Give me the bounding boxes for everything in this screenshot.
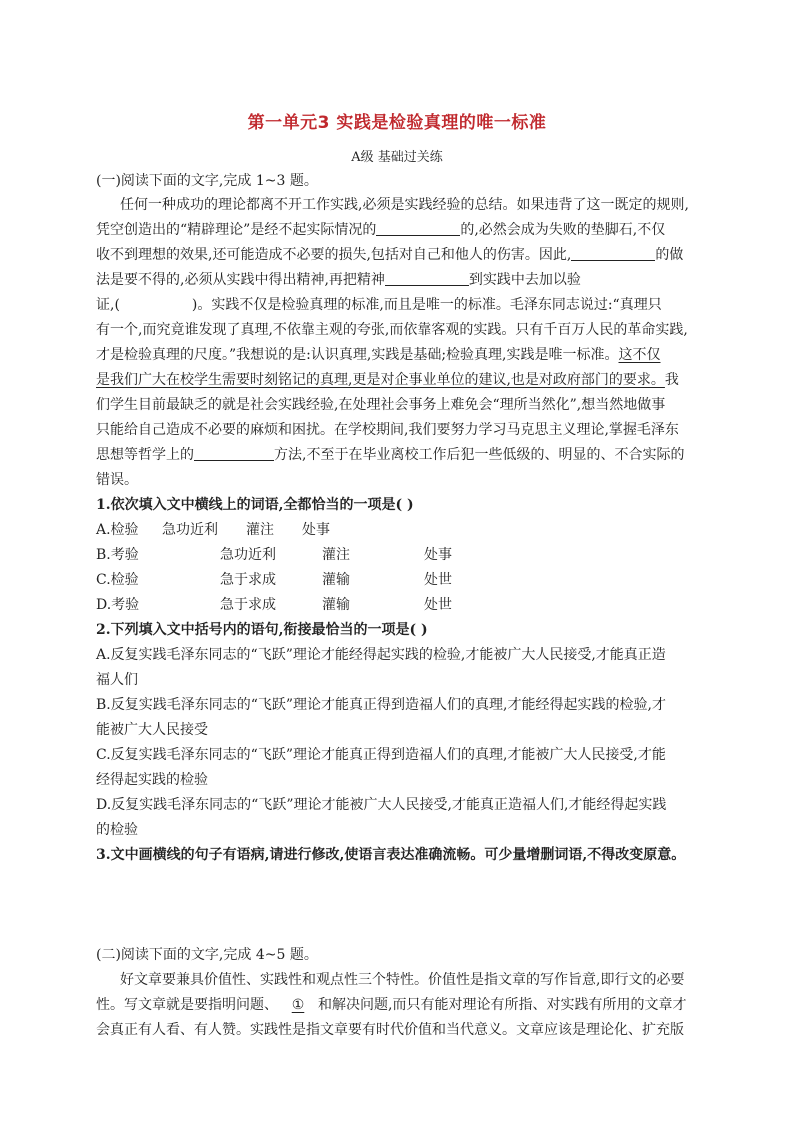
passage1-text: 的,必然会成为失败的垫脚石,不仅	[460, 222, 666, 238]
passage1-line-6: 有一个,而究竟谁发现了真理,不依靠主观的夸张,而依靠客观的实践。只有千百万人民的革命实践,	[96, 322, 688, 338]
passage1-line-8	[96, 371, 679, 389]
passage1-line-2	[96, 221, 665, 239]
passage1-line-9: 们学生目前最缺乏的就是社会实践经验,在处理社会事务上难免会“理所当然化”,想当然地做事	[96, 397, 666, 413]
passage1-text: 证,(	[96, 297, 120, 313]
q2-option-b[interactable]: B.反复实践毛泽东同志的“飞跃”理论才能真正得到造福人们的真理,才能经得起实践的检验,才	[96, 697, 666, 713]
passage1-line-4	[96, 271, 581, 289]
q2-option-d-cont: 的检验	[96, 822, 138, 838]
passage1-line-11	[96, 446, 684, 464]
fill-blank-2[interactable]	[571, 246, 655, 261]
option-cell: 处事	[302, 522, 330, 538]
section1-heading: (一)阅读下面的文字,完成 1~3 题。	[96, 173, 318, 189]
passage1-text: 思想等哲学上的	[96, 447, 194, 463]
passage2-text: 性。写文章就是要指明问题、	[96, 997, 278, 1013]
option-cell: 急功近利	[220, 547, 276, 563]
option-cell: 急功近利	[162, 522, 218, 538]
question-3-text: 3.文中画横线的句子有语病,请进行修改,使语言表达准确流畅。可少量增删词语,不得改变原意。	[96, 847, 686, 863]
q2-option-a[interactable]: A.反复实践毛泽东同志的“飞跃”理论才能经得起实践的检验,才能被广大人民接受,才能真正造	[96, 647, 666, 663]
page-subtitle: A级 基础过关练	[351, 150, 443, 165]
q2-option-b-cont: 能被广大人民接受	[96, 722, 208, 738]
option-cell: 灌输	[322, 572, 350, 588]
q1-option-c[interactable]	[96, 571, 452, 589]
question-2-text: 2.下列填入文中括号内的语句,衔接最恰当的一项是( )	[96, 622, 428, 638]
passage1-line-7	[96, 346, 661, 364]
question-1-text: 1.依次填入文中横线上的词语,全都恰当的一项是( )	[96, 497, 414, 513]
passage1-line-12: 错误。	[96, 472, 138, 488]
passage1-text: 方法,不至于在毕业离校工作后犯一些低级的、明显的、不合实际的	[274, 447, 685, 463]
passage2-line-3: 会真正有人看、有人赞。实践性是指文章要有时代价值和当代意义。文章应该是理论化、扩充版	[96, 1022, 684, 1038]
option-cell: D.考验	[96, 597, 140, 613]
passage1-text: 凭空创造出的“精辟理论”是经不起实际情况的	[96, 222, 377, 238]
passage2-text: 和解决问题,而只有能对理论有所指、对实践有所用的文章才	[318, 997, 687, 1013]
option-cell: 灌输	[322, 597, 350, 613]
underlined-sentence: 是我们广大在校学生需要时刻铭记的真理,更是对企事业单位的建议,也是对政府部门的要求。	[96, 372, 665, 388]
option-cell: 急于求成	[220, 597, 276, 613]
fill-blank-4[interactable]	[194, 446, 274, 461]
passage1-line-5	[96, 296, 662, 314]
q2-option-c-cont: 经得起实践的检验	[96, 772, 208, 788]
question-3-stem	[96, 846, 685, 864]
option-cell: 灌注	[246, 522, 274, 538]
passage1-line-1: 任何一种成功的理论都离不开工作实践,必须是实践经验的总结。如果违背了这一既定的规则,	[120, 197, 689, 213]
q2-option-d[interactable]: D.反复实践毛泽东同志的“飞跃”理论才能被广大人民接受,才能真正造福人们,才能经得起实践	[96, 797, 667, 813]
option-cell: 灌注	[322, 547, 350, 563]
passage2-line-2	[96, 996, 686, 1014]
fill-blank-1[interactable]	[376, 221, 460, 236]
passage1-text: 收不到理想的效果,还可能造成不必要的损失,包括对自己和他人的伤害。因此,	[96, 247, 572, 263]
q1-option-a[interactable]	[96, 521, 330, 539]
q2-option-a-cont: 福人们	[96, 672, 138, 688]
passage1-text: 到实践中去加以验	[468, 272, 581, 288]
passage1-line-10: 只能给自己造成不必要的麻烦和困扰。在学校期间,我们要努力学习马克思主义理论,掌握毛泽东	[96, 422, 679, 438]
option-cell: 处事	[424, 547, 452, 563]
blank-marker-1[interactable]: ①	[291, 997, 305, 1013]
passage1-text: )。实践不仅是检验真理的标准,而且是唯一的标准。毛泽东同志说过:“真理只	[191, 297, 662, 313]
q1-option-b[interactable]	[96, 546, 452, 564]
underlined-sentence: 这不仅	[618, 347, 661, 363]
q1-option-d[interactable]	[96, 596, 452, 614]
passage1-text: 我	[664, 372, 679, 388]
option-cell: B.考验	[96, 547, 139, 563]
passage1-line-3	[96, 246, 683, 264]
option-cell: A.检验	[96, 522, 139, 538]
passage1-text: 法是要不得的,必须从实践中得出精神,再把精神	[96, 272, 385, 288]
option-cell: 急于求成	[220, 572, 276, 588]
question-2-stem	[96, 621, 428, 639]
fill-blank-3[interactable]	[385, 271, 469, 286]
passage1-text: 才是检验真理的尺度。”我想说的是:认识真理,实践是基础;检验真理,实践是唯一标准。	[96, 347, 619, 363]
question-1-stem	[96, 496, 414, 514]
option-cell: C.检验	[96, 572, 139, 588]
option-cell: 处世	[424, 572, 452, 588]
page-title: 第一单元3 实践是检验真理的唯一标准	[247, 113, 547, 133]
passage2-line-1: 好文章要兼具价值性、实践性和观点性三个特性。价值性是指文章的写作旨意,即行文的必要	[120, 972, 685, 988]
passage1-text: 的做	[655, 247, 684, 263]
option-cell: 处世	[424, 597, 452, 613]
q2-option-c[interactable]: C.反复实践毛泽东同志的“飞跃”理论才能真正得到造福人们的真理,才能被广大人民接受,才能	[96, 747, 666, 763]
section2-heading: (二)阅读下面的文字,完成 4~5 题。	[96, 947, 318, 963]
